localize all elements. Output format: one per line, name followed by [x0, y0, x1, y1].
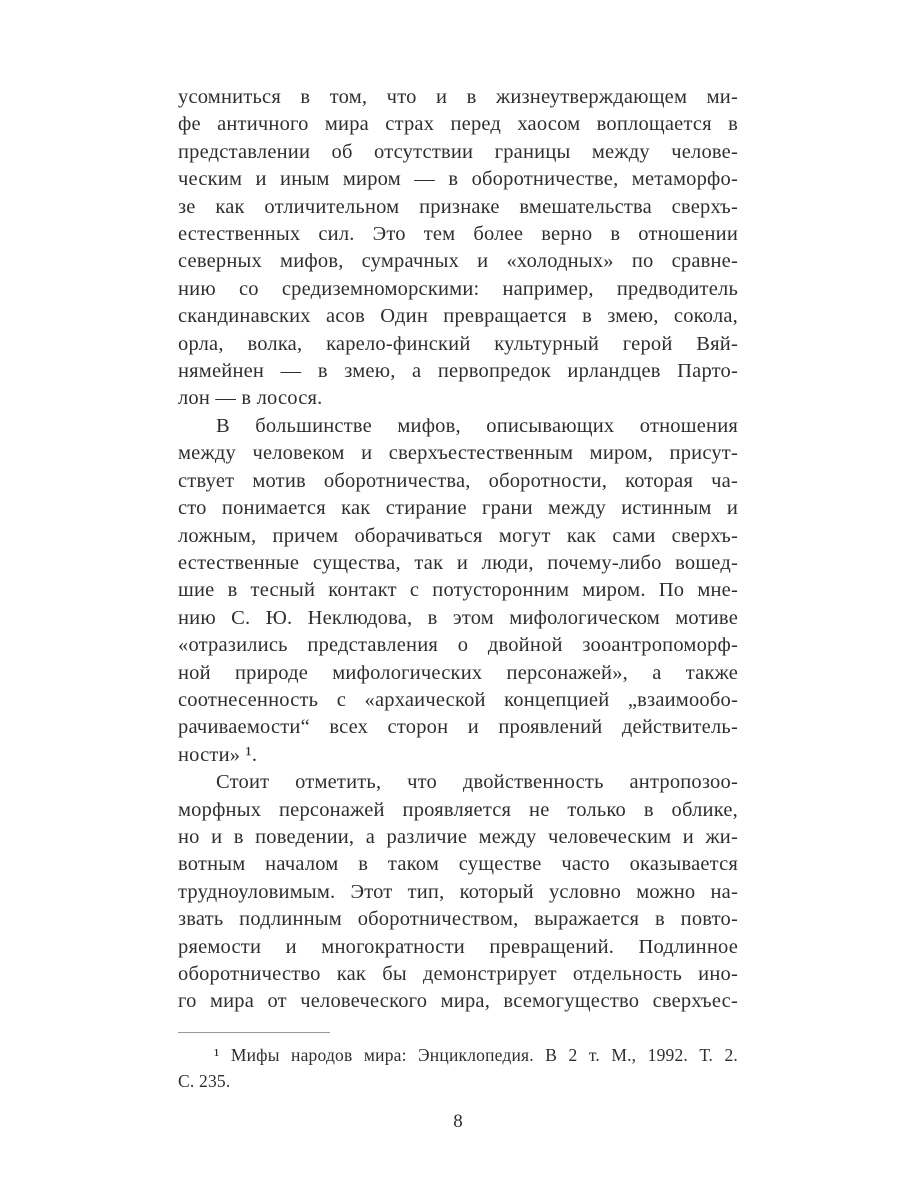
text-line: Стоит отметить, что двойственность антропозоо- — [216, 771, 738, 794]
text-line: В большинстве мифов, описывающих отношения — [216, 414, 738, 437]
text-line: трудноуловимым. Этот тип, который условно можно на- — [178, 880, 738, 903]
paragraph — [178, 84, 738, 413]
text-line: шие в тесный контакт с потусторонним миром. По мне- — [178, 579, 738, 602]
text-line: С. 235. — [178, 1070, 231, 1091]
footnote-divider — [178, 1032, 330, 1033]
text-line: звать подлинным оборотничеством, выражается в повто- — [178, 908, 738, 931]
text-line: между человеком и сверхъестественным миром, присут- — [178, 442, 738, 465]
text-line: представлении об отсутствии границы между челове- — [178, 140, 738, 163]
text-line: ности» ¹. — [178, 743, 258, 766]
text-line: северных мифов, сумрачных и «холодных» по сравне- — [178, 250, 738, 273]
text-line: орла, волка, карело-финский культурный герой Вяй- — [178, 332, 738, 355]
paragraph — [178, 413, 738, 769]
text-line: ряемости и многократности превращений. Подлинное — [178, 935, 738, 958]
text-line: оборотничество как бы демонстрирует отдельность ино- — [178, 963, 738, 985]
text-line: фе античного мира страх перед хаосом воплощается в — [178, 113, 738, 136]
text-line: ческим и иным миром — в оборотничестве, метаморфо- — [178, 168, 738, 191]
text-line: «отразились представления о двойной зооантропоморф- — [178, 634, 738, 657]
page-number: 8 — [453, 1110, 463, 1132]
text-line: скандинавских асов Один превращается в змею, сокола, — [178, 305, 738, 328]
text-block — [178, 84, 738, 1016]
text-line: морфных персонажей проявляется не только в облике, — [178, 798, 738, 821]
footnote — [178, 1042, 738, 1094]
text-line: нию со средиземноморскими: например, предводитель — [178, 277, 738, 300]
text-line: ствует мотив оборотничества, оборотности, которая ча- — [178, 469, 738, 492]
text-line: ¹ Мифы народов мира: Энциклопедия. В 2 т. М., 1992. Т. 2. — [214, 1044, 738, 1065]
text-line: ной природе мифологических персонажей», а также — [178, 661, 738, 684]
text-line: усомниться в том, что и в жизнеутверждающем ми- — [178, 86, 738, 108]
text-line: соотнесенность с «архаической концепцией „взаимообо- — [178, 688, 738, 711]
text-line: нямейнен — в змею, а первопредок ирландцев Парто- — [178, 360, 738, 383]
text-line: вотным началом в таком существе часто оказывается — [178, 853, 738, 876]
book-page — [178, 84, 738, 1134]
text-line: естественные существа, так и люди, почему-либо вошед- — [178, 551, 738, 574]
paragraph — [178, 769, 738, 1016]
text-line: го мира от человеческого мира, всемогущество сверхъес- — [178, 990, 738, 1013]
text-line: нию С. Ю. Неклюдова, в этом мифологическом мотиве — [178, 606, 738, 629]
text-line: лон — в лосося. — [178, 387, 323, 410]
text-line: зе как отличительном признаке вмешательства сверхъ- — [178, 195, 738, 218]
text-line: ложным, причем оборачиваться могут как сами сверхъ- — [178, 524, 738, 547]
text-line: но и в поведении, а различие между человеческим и жи- — [178, 825, 738, 848]
text-line: сто понимается как стирание грани между истинным и — [178, 497, 738, 520]
text-line: рачиваемости“ всех сторон и проявлений действитель- — [178, 716, 738, 739]
text-line: естественных сил. Это тем более верно в отношении — [178, 223, 738, 246]
